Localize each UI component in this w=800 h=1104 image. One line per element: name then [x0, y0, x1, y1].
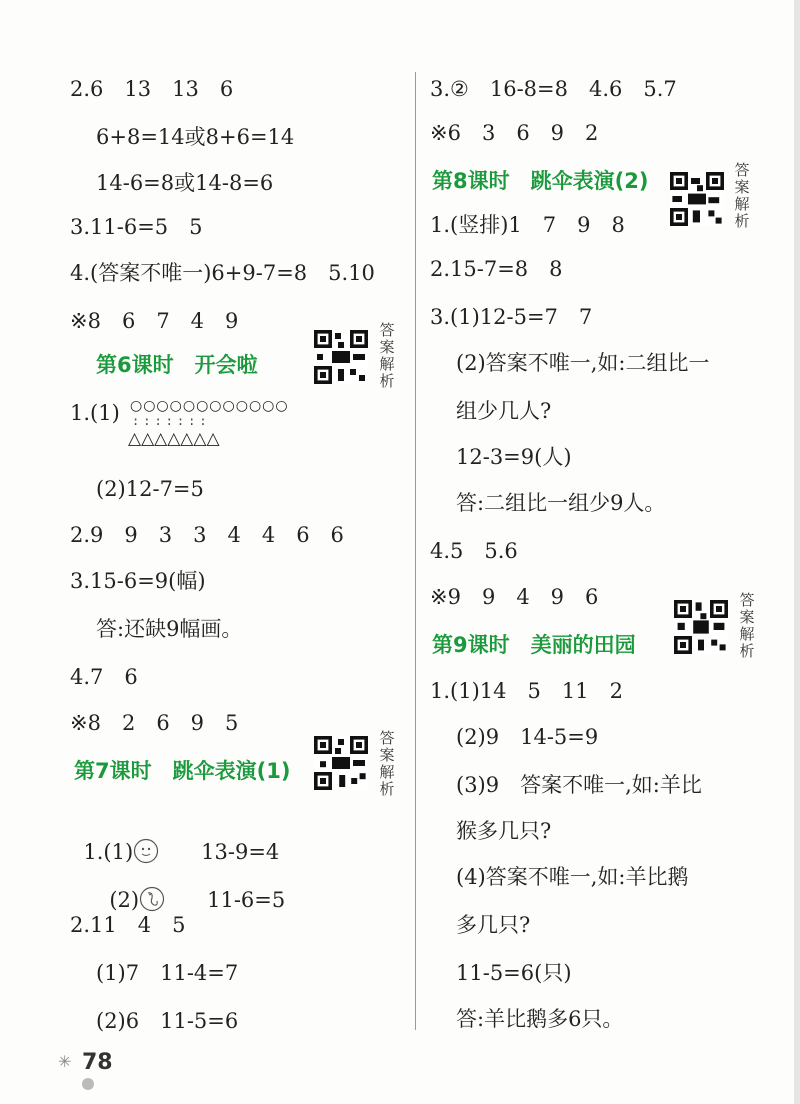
qr-label: 答 案 解 析 — [379, 321, 395, 390]
page-edge — [794, 0, 800, 1104]
l8-q2: 2.15-7=8 8 — [430, 257, 563, 281]
decorative-dot — [82, 1078, 94, 1090]
l9-q1-part3: (3)9 答案不唯一,如:羊比 — [456, 773, 702, 797]
l8-q3-part2: (2)答案不唯一,如:二组比一 — [456, 351, 710, 375]
qr-code-graphic — [314, 736, 368, 790]
l8-q3-equation: 12-3=9(人) — [456, 445, 572, 469]
qr-code-graphic — [670, 172, 724, 226]
l9-q1-part2: (2)9 14-5=9 — [456, 725, 599, 749]
column-divider — [415, 72, 416, 1030]
l8-q45: 4.5 5.6 — [430, 539, 518, 563]
l8-q3-answer: 答:二组比一组少9人。 — [456, 491, 666, 515]
l6-q3-answer: 答:还缺9幅画。 — [96, 617, 243, 641]
goose-icon — [139, 886, 165, 912]
qr-code-icon[interactable] — [674, 600, 728, 654]
right-extra2: ※9 9 4 9 6 — [430, 585, 599, 609]
qr-label: 答 案 解 析 — [379, 729, 395, 798]
l7-q2: 2.11 4 5 — [70, 913, 186, 937]
lesson8-title: 第8课时 跳伞表演(2) — [432, 169, 649, 193]
l8-q1: 1.(竖排)1 7 9 8 — [430, 213, 625, 237]
l7-q2-part1: (1)7 11-4=7 — [96, 961, 239, 985]
qr-code-icon[interactable] — [314, 330, 368, 384]
l6-q3: 3.15-6=9(幅) — [70, 569, 206, 593]
l6-q2: 2.9 9 3 3 4 4 6 6 — [70, 523, 344, 547]
l6-triangle-row: △△△△△△△ — [128, 429, 220, 449]
l8-q3-part2b: 组少几人? — [456, 399, 552, 423]
l6-q4: 4.7 6 — [70, 665, 138, 689]
lesson6-title: 第6课时 开会啦 — [96, 353, 258, 377]
l9-q1-part1: 1.(1)14 5 11 2 — [430, 679, 623, 703]
page-number: 78 — [82, 1050, 113, 1075]
l9-q1-part3b: 猴多几只? — [456, 819, 552, 843]
l9-q1-part4: (4)答案不唯一,如:羊比鹅 — [456, 865, 689, 889]
l6-dash-row: ::::::: — [132, 414, 211, 428]
left-q2-line1: 2.6 13 13 6 — [70, 77, 234, 101]
l8-q3-part1: 3.(1)12-5=7 7 — [430, 305, 593, 329]
left-q3: 3.11-6=5 5 — [70, 215, 203, 239]
qr-code-graphic — [674, 600, 728, 654]
qr-label: 答 案 解 析 — [734, 161, 750, 230]
lesson9-title: 第9课时 美丽的田园 — [432, 633, 636, 657]
l9-q1-equation: 11-5=6(只) — [456, 961, 572, 985]
left-q2-line2: 6+8=14或8+6=14 — [96, 125, 295, 149]
left-q4: 4.(答案不唯一)6+9-7=8 5.10 — [70, 261, 375, 285]
right-extra1: ※6 3 6 9 2 — [430, 121, 599, 145]
l6-circle-row: ○○○○○○○○○○○○ — [130, 398, 289, 414]
left-extra1: ※8 6 7 4 9 — [70, 309, 239, 333]
qr-code-graphic — [314, 330, 368, 384]
qr-label: 答 案 解 析 — [739, 591, 755, 660]
lesson7-title: 第7课时 跳伞表演(1) — [74, 759, 291, 783]
right-q3: 3.② 16-8=8 4.6 5.7 — [430, 77, 677, 101]
l9-q1-part4b: 多几只? — [456, 913, 531, 937]
l9-q1-answer: 答:羊比鹅多6只。 — [456, 1007, 624, 1031]
qr-code-icon[interactable] — [670, 172, 724, 226]
left-extra2: ※8 2 6 9 5 — [70, 711, 239, 735]
l6-q1-prefix: 1.(1) — [70, 401, 120, 425]
l7-q2-part2: (2)6 11-5=6 — [96, 1009, 239, 1033]
l7-q1-part1: 1.(1) 13-9=4 — [83, 840, 280, 864]
l7-q1-part2: (2) 11-6=5 — [109, 888, 286, 912]
qr-code-icon[interactable] — [314, 736, 368, 790]
l6-q1-part2: (2)12-7=5 — [96, 477, 204, 501]
sparkle-icon: ✳ — [58, 1052, 72, 1071]
left-q2-line3: 14-6=8或14-8=6 — [96, 171, 274, 195]
